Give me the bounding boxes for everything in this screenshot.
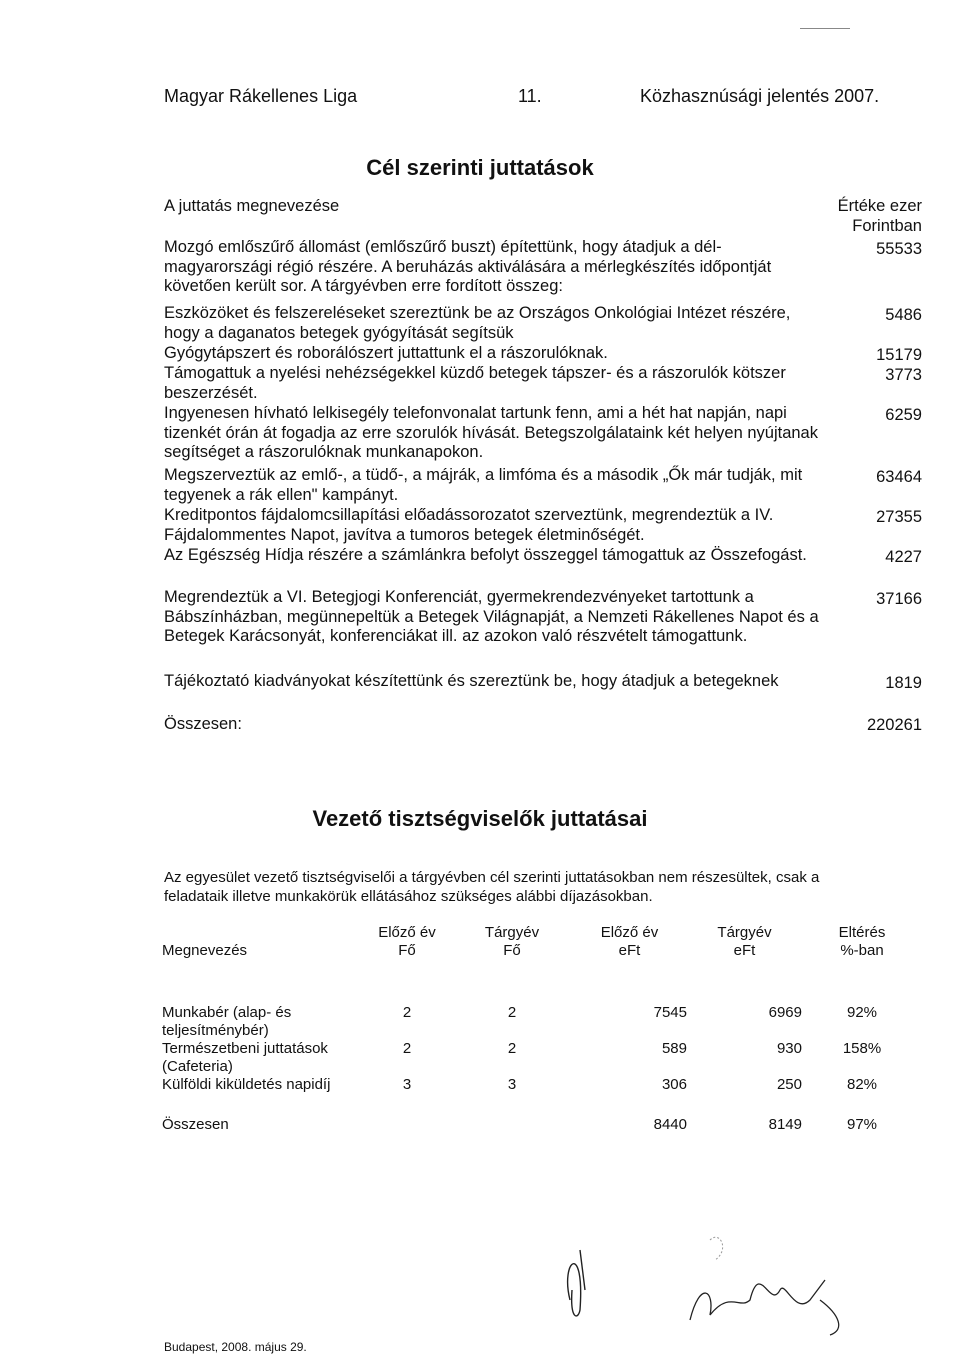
row-name: Munkabér (alap- és teljesítménybér) — [162, 1004, 292, 1039]
benefit-text: Megszerveztük az emlő-, a tüdő-, a májrák, a limfóma és a második „Ők már tudják, mit tegyenek a rák ellen" kampányt. — [164, 466, 803, 504]
header-line1: Előző év — [600, 924, 659, 941]
table-row — [162, 1040, 922, 1076]
header-report-title: Közhasznúsági jelentés 2007. — [640, 86, 880, 106]
row-diff: 92% — [846, 1004, 878, 1021]
row-cur-fo: 3 — [507, 1076, 517, 1093]
benefit-text: Megrendeztük a VI. Betegjogi Konferenciát, gyermekrendezvényeket tartottunk a Bábszínházban, megünnepeltük a Betegek Világnapját, a Nemzeti Rákellenes Napot és a Betegek Karácsonyát, konferenciákat ill. az azokon való részvételt támogattunk. — [164, 588, 819, 646]
benefit-text: Tájékoztató kiadványokat készítettünk és szereztünk be, hogy átadjuk a betegeknek — [164, 672, 779, 690]
header-line2: Megnevezés — [162, 942, 248, 959]
benefit-value: 1819 — [885, 674, 922, 692]
header-line1 — [162, 924, 362, 942]
signature-mark — [710, 1237, 723, 1260]
table-header-row — [162, 924, 922, 960]
benefit-text: Mozgó emlőszűrő állomást (emlőszűrő buszt) építettünk, hogy átadjuk a dél-magyarországi régió részére. A beruházás aktiválására a mérlegkészítés időpontját követően került sor. A tárgyévben erre fordított összeg: — [164, 238, 772, 296]
benefit-value: 5486 — [885, 306, 922, 324]
section1-title: Cél szerinti juttatások — [366, 155, 594, 180]
benefit-text: Az Egészség Hídja részére a számlánkra befolyt összeggel támogattuk az Összefogást. — [164, 546, 807, 564]
header-prev-fo — [362, 924, 452, 960]
benefit-text: Gyógytápszert és roborálószert juttattunk el a rászorulóknak. — [164, 344, 608, 362]
row-name: Külföldi kiküldetés napidíj — [162, 1076, 331, 1093]
total-diff: 97% — [846, 1116, 878, 1133]
table-row — [162, 1004, 922, 1040]
benefit-value: 37166 — [876, 590, 922, 608]
header-page-number: 11. — [518, 86, 542, 106]
benefit-value: 55533 — [876, 240, 922, 258]
row-name: Természetbeni juttatások (Cafeteria) — [162, 1040, 328, 1075]
header-cur-eft — [687, 924, 802, 960]
header-line1: Előző év — [378, 924, 436, 941]
row-prev-fo: 3 — [402, 1076, 412, 1093]
benefit-text: Eszközöket és felszereléseket szereztünk be az Országos Onkológiai Intézet részére, hogy a daganatos betegek gyógyítását segítsük — [164, 304, 791, 342]
header-org: Magyar Rákellenes Liga — [164, 86, 358, 106]
section1-total-label: Összesen: — [164, 715, 242, 733]
benefit-text: Kreditpontos fájdalomcsillapítási előadássorozatot szerveztünk, megrendeztük a IV. Fájdalommentes Napot, javítva a tumoros betegek életminőségét. — [164, 506, 774, 544]
header-name — [162, 924, 362, 960]
benefit-value: 15179 — [876, 346, 922, 364]
signatures — [540, 1220, 900, 1340]
header-line2: %-ban — [840, 942, 884, 959]
col-value-line1: Értéke ezer — [837, 197, 922, 215]
section1-total-value: 220261 — [866, 716, 922, 734]
header-line2: eFt — [618, 942, 641, 959]
section1-col-name: A juttatás megnevezése — [164, 197, 340, 215]
row-diff: 158% — [842, 1040, 882, 1057]
row-cur-eft: 250 — [776, 1076, 802, 1093]
header-line1: Tárgyév — [717, 924, 772, 941]
benefit-value: 3773 — [885, 366, 922, 384]
section2-title: Vezető tisztségviselők juttatásai — [312, 806, 648, 831]
officer-compensation-table — [162, 924, 922, 1134]
row-cur-fo: 2 — [507, 1040, 517, 1057]
total-name: Összesen — [162, 1116, 229, 1133]
row-cur-eft: 6969 — [768, 1004, 802, 1021]
col-value-line2: Forintban — [852, 217, 922, 235]
header-line2: Fő — [398, 942, 416, 959]
benefit-value: 63464 — [876, 468, 922, 486]
row-prev-fo: 2 — [402, 1040, 412, 1057]
header-line2: Fő — [503, 942, 521, 959]
total-prev-eft: 8440 — [653, 1116, 687, 1133]
row-cur-eft: 930 — [776, 1040, 802, 1057]
row-prev-eft: 306 — [661, 1076, 687, 1093]
signature-2 — [690, 1280, 839, 1335]
row-prev-fo: 2 — [402, 1004, 412, 1021]
row-diff: 82% — [846, 1076, 878, 1093]
benefit-text: Ingyenesen hívható lelkisegély telefonvonalat tartunk fenn, ami a hét hat napján, napi tizenkét órán át fogadja az erre szorulók hívását. Betegszolgálataink két helyen nyújtanak segítséget a rászorulóknak munkanapokon. — [164, 404, 818, 462]
table-row — [162, 1076, 922, 1094]
table-total-row — [162, 1116, 922, 1134]
signature-1 — [568, 1250, 585, 1316]
row-cur-fo: 2 — [507, 1004, 517, 1021]
benefit-value: 4227 — [885, 548, 922, 566]
header-diff — [802, 924, 922, 960]
benefit-text: Támogattuk a nyelési nehézségekkel küzdő betegek tápszer- és a rászorulók kötszer beszerzését. — [164, 364, 786, 402]
scan-mark — [800, 28, 850, 29]
header-line1: Eltérés — [838, 924, 886, 941]
row-prev-eft: 7545 — [653, 1004, 687, 1021]
header-line2: eFt — [733, 942, 756, 959]
benefit-value: 27355 — [876, 508, 922, 526]
header-prev-eft — [572, 924, 687, 960]
place-date: Budapest, 2008. május 29. — [164, 1340, 307, 1354]
row-prev-eft: 589 — [661, 1040, 687, 1057]
section1-col-value — [838, 196, 922, 236]
header-line1: Tárgyév — [484, 924, 540, 941]
header-cur-fo — [452, 924, 572, 960]
section2-intro: Az egyesület vezető tisztségviselői a tárgyévben cél szerinti juttatásokban nem részesültek, csak a feladataik illetve munkakörük ellátásához szükséges alábbi díjazásokban. — [164, 869, 820, 905]
total-cur-eft: 8149 — [768, 1116, 802, 1133]
benefit-value: 6259 — [885, 406, 922, 424]
